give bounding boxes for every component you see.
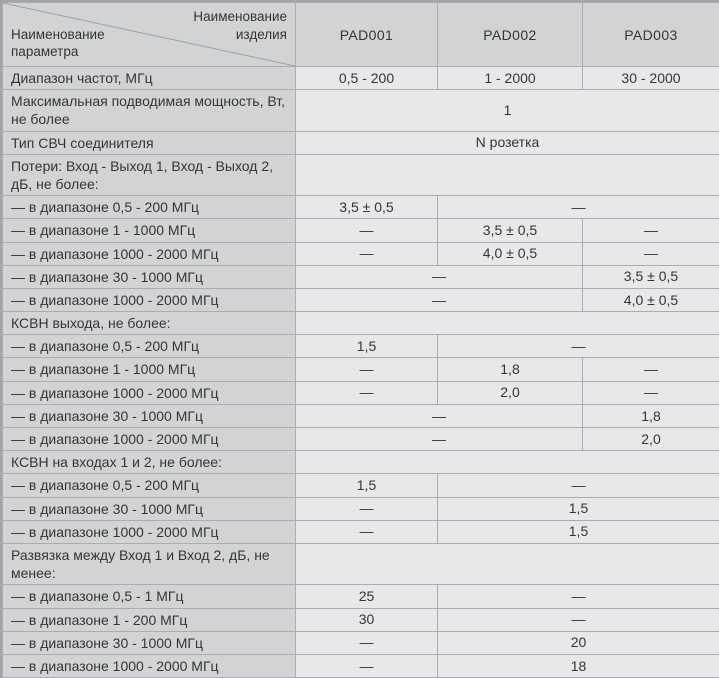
value-cell: — (438, 608, 719, 631)
value-cell: 1,8 (583, 404, 719, 427)
table-row (3, 219, 719, 242)
table-row (3, 497, 719, 520)
table-row (3, 428, 719, 451)
value-cell: — (296, 219, 438, 242)
param-cell: — в диапазоне 0,5 - 1 МГц (3, 585, 296, 608)
value-cell (296, 451, 719, 474)
value-cell (296, 154, 719, 195)
table-row (3, 631, 719, 654)
spec-table (2, 2, 719, 678)
param-cell: КСВН на входах 1 и 2, не более: (3, 451, 296, 474)
value-cell: 3,5 ± 0,5 (438, 219, 583, 242)
param-cell: — в диапазоне 1000 - 2000 МГц (3, 428, 296, 451)
value-cell: 3,5 ± 0,5 (583, 265, 719, 288)
table-row (3, 474, 719, 497)
table-header-row (3, 3, 719, 67)
param-cell: — в диапазоне 1000 - 2000 МГц (3, 288, 296, 311)
param-cell: КСВН выхода, не более: (3, 312, 296, 335)
value-cell: — (296, 265, 583, 288)
value-cell: 20 (438, 631, 719, 654)
param-cell: — в диапазоне 30 - 1000 МГц (3, 265, 296, 288)
param-cell: — в диапазоне 1000 - 2000 МГц (3, 242, 296, 265)
table-row (3, 381, 719, 404)
table-row (3, 543, 719, 584)
value-cell: — (296, 631, 438, 654)
table-row (3, 358, 719, 381)
value-cell: — (438, 474, 719, 497)
value-cell: — (583, 381, 719, 404)
value-cell: — (583, 242, 719, 265)
value-cell: 3,5 ± 0,5 (296, 196, 438, 219)
param-cell: Развязка между Вход 1 и Вход 2, дБ, не менее: (3, 543, 296, 584)
value-cell: — (296, 428, 583, 451)
column-header: PAD001 (296, 3, 438, 67)
value-cell: 1,5 (438, 497, 719, 520)
value-cell: — (296, 497, 438, 520)
table-row (3, 196, 719, 219)
value-cell: — (296, 654, 438, 677)
value-cell: N розетка (296, 131, 719, 154)
table-row (3, 242, 719, 265)
param-cell: Тип СВЧ соединителя (3, 131, 296, 154)
value-cell: 2,0 (438, 381, 583, 404)
table-row (3, 520, 719, 543)
param-cell: — в диапазоне 1000 - 2000 МГц (3, 520, 296, 543)
value-cell (296, 312, 719, 335)
value-cell: — (296, 404, 583, 427)
value-cell: 1,8 (438, 358, 583, 381)
value-cell: — (296, 520, 438, 543)
value-cell: 18 (438, 654, 719, 677)
param-cell: — в диапазоне 1000 - 2000 МГц (3, 381, 296, 404)
table-row (3, 608, 719, 631)
value-cell: 1,5 (296, 335, 438, 358)
table-row (3, 265, 719, 288)
param-cell: — в диапазоне 1000 - 2000 МГц (3, 654, 296, 677)
table-row (3, 335, 719, 358)
corner-cell (3, 3, 296, 67)
value-cell: — (583, 219, 719, 242)
value-cell: — (296, 288, 583, 311)
param-cell: — в диапазоне 30 - 1000 МГц (3, 404, 296, 427)
value-cell: 30 (296, 608, 438, 631)
value-cell (296, 543, 719, 584)
value-cell: 25 (296, 585, 438, 608)
column-header: PAD003 (583, 3, 719, 67)
param-cell: — в диапазоне 0,5 - 200 МГц (3, 474, 296, 497)
value-cell: 1 (296, 90, 719, 131)
param-cell: — в диапазоне 0,5 - 200 МГц (3, 335, 296, 358)
value-cell: 1,5 (438, 520, 719, 543)
table-row (3, 131, 719, 154)
param-cell: — в диапазоне 1 - 1000 МГц (3, 219, 296, 242)
param-cell: — в диапазоне 1 - 200 МГц (3, 608, 296, 631)
value-cell: 1 - 2000 (438, 67, 583, 90)
value-cell: — (438, 335, 719, 358)
value-cell: 4,0 ± 0,5 (583, 288, 719, 311)
table-row (3, 288, 719, 311)
value-cell: — (296, 381, 438, 404)
table-row (3, 312, 719, 335)
param-cell: Потери: Вход - Выход 1, Вход - Выход 2, дБ, не более: (3, 154, 296, 195)
value-cell: 4,0 ± 0,5 (438, 242, 583, 265)
value-cell: 0,5 - 200 (296, 67, 438, 90)
corner-product-label: Наименование изделия (193, 9, 287, 42)
corner-parameter-label: Наименование параметра (11, 26, 105, 60)
param-cell: — в диапазоне 1 - 1000 МГц (3, 358, 296, 381)
value-cell: — (296, 242, 438, 265)
column-header: PAD002 (438, 3, 583, 67)
value-cell: — (583, 358, 719, 381)
table-row (3, 67, 719, 90)
param-cell: — в диапазоне 30 - 1000 МГц (3, 497, 296, 520)
value-cell: — (438, 196, 719, 219)
table-row (3, 154, 719, 195)
table-row (3, 585, 719, 608)
value-cell: — (296, 358, 438, 381)
table-row (3, 404, 719, 427)
value-cell: — (438, 585, 719, 608)
table-row (3, 451, 719, 474)
param-cell: — в диапазоне 30 - 1000 МГц (3, 631, 296, 654)
param-cell: Диапазон частот, МГц (3, 67, 296, 90)
param-cell: — в диапазоне 0,5 - 200 МГц (3, 196, 296, 219)
value-cell: 1,5 (296, 474, 438, 497)
table-row (3, 654, 719, 677)
param-cell: Максимальная подводимая мощность, Вт, не более (3, 90, 296, 131)
value-cell: 30 - 2000 (583, 67, 719, 90)
table-row (3, 90, 719, 131)
value-cell: 2,0 (583, 428, 719, 451)
